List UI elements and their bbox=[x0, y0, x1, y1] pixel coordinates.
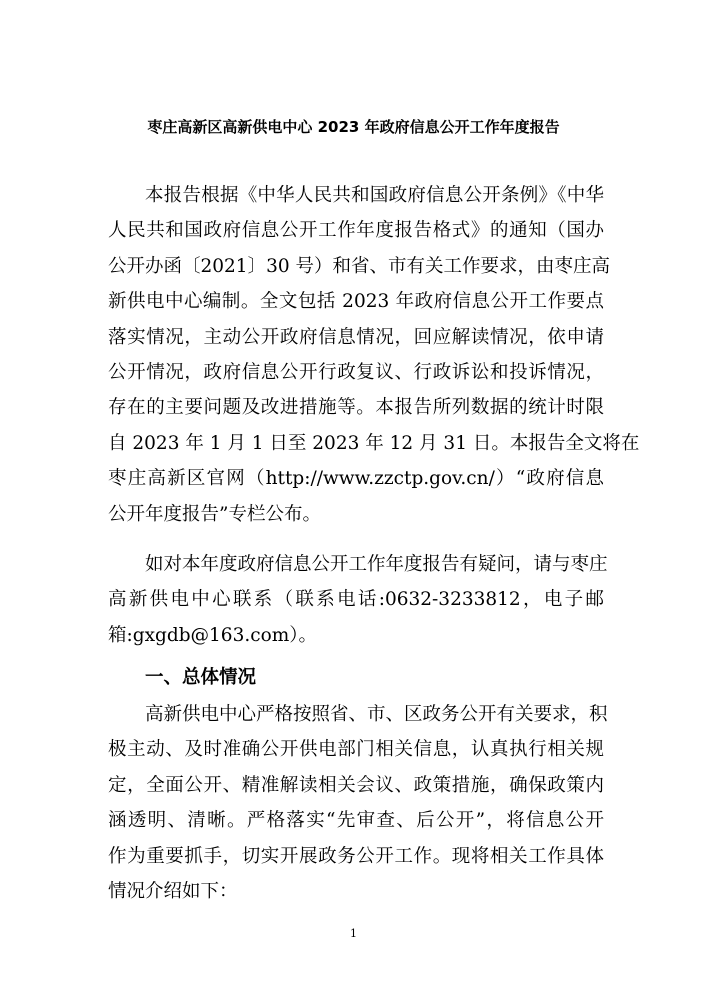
overview-paragraph bbox=[108, 697, 608, 909]
paragraph-line: 新供电中心编制。全文包括 2023 年政府信息公开工作要点 bbox=[108, 291, 604, 313]
paragraph-line: 定，全面公开、精准解读相关会议、政策措施，确保政策内 bbox=[108, 774, 604, 796]
paragraph-line: 情况介绍如下： bbox=[108, 880, 238, 902]
paragraph-line: 人民共和国政府信息公开工作年度报告格式》的通知（国办 bbox=[108, 220, 604, 242]
paragraph-line: 如对本年度政府信息公开工作年度报告有疑问，请与枣庄 bbox=[145, 554, 608, 575]
report-title: 枣庄高新区高新供电中心 2023 年政府信息公开工作年度报告 bbox=[147, 118, 560, 136]
paragraph-line: 公开情况，政府信息公开行政复议、行政诉讼和投诉情况， bbox=[108, 361, 604, 383]
paragraph-line: 公开年度报告”专栏公布。 bbox=[108, 503, 321, 525]
paragraph-line: 落实情况，主动公开政府信息情况，回应解读情况，依申请 bbox=[108, 326, 604, 348]
paragraph-line: 枣庄高新区官网（http://www.zzctp.gov.cn/）“政府信息 bbox=[108, 468, 604, 490]
page-number: 1 bbox=[350, 927, 357, 940]
section-heading: 一、总体情况 bbox=[145, 667, 257, 688]
paragraph-line: 高新供电中心严格按照省、市、区政务公开有关要求，积 bbox=[145, 704, 608, 725]
paragraph-line: 本报告根据《中华人民共和国政府信息公开条例》《中华 bbox=[145, 185, 604, 206]
paragraph-line: 高新供电中心联系（联系电话:0632-3233812，电子邮 bbox=[108, 589, 604, 611]
paragraph-line: 箱:gxgdb@163.com）。 bbox=[108, 624, 318, 646]
contact-paragraph bbox=[108, 547, 608, 653]
paragraph-line: 作为重要抓手，切实开展政务公开工作。现将相关工作具体 bbox=[108, 845, 604, 867]
paragraph-line: 极主动、及时准确公开供电部门相关信息，认真执行相关规 bbox=[108, 739, 604, 761]
intro-paragraph bbox=[108, 178, 640, 532]
paragraph-line: 公开办函〔2021〕30 号）和省、市有关工作要求，由枣庄高 bbox=[108, 255, 611, 277]
paragraph-line: 自 2023 年 1 月 1 日至 2023 年 12 月 31 日。本报告全文将在 bbox=[108, 432, 640, 454]
paragraph-line: 存在的主要问题及改进措施等。本报告所列数据的统计时限 bbox=[108, 397, 604, 419]
paragraph-line: 涵透明、清晰。严格落实“先审查、后公开”，将信息公开 bbox=[108, 810, 604, 832]
